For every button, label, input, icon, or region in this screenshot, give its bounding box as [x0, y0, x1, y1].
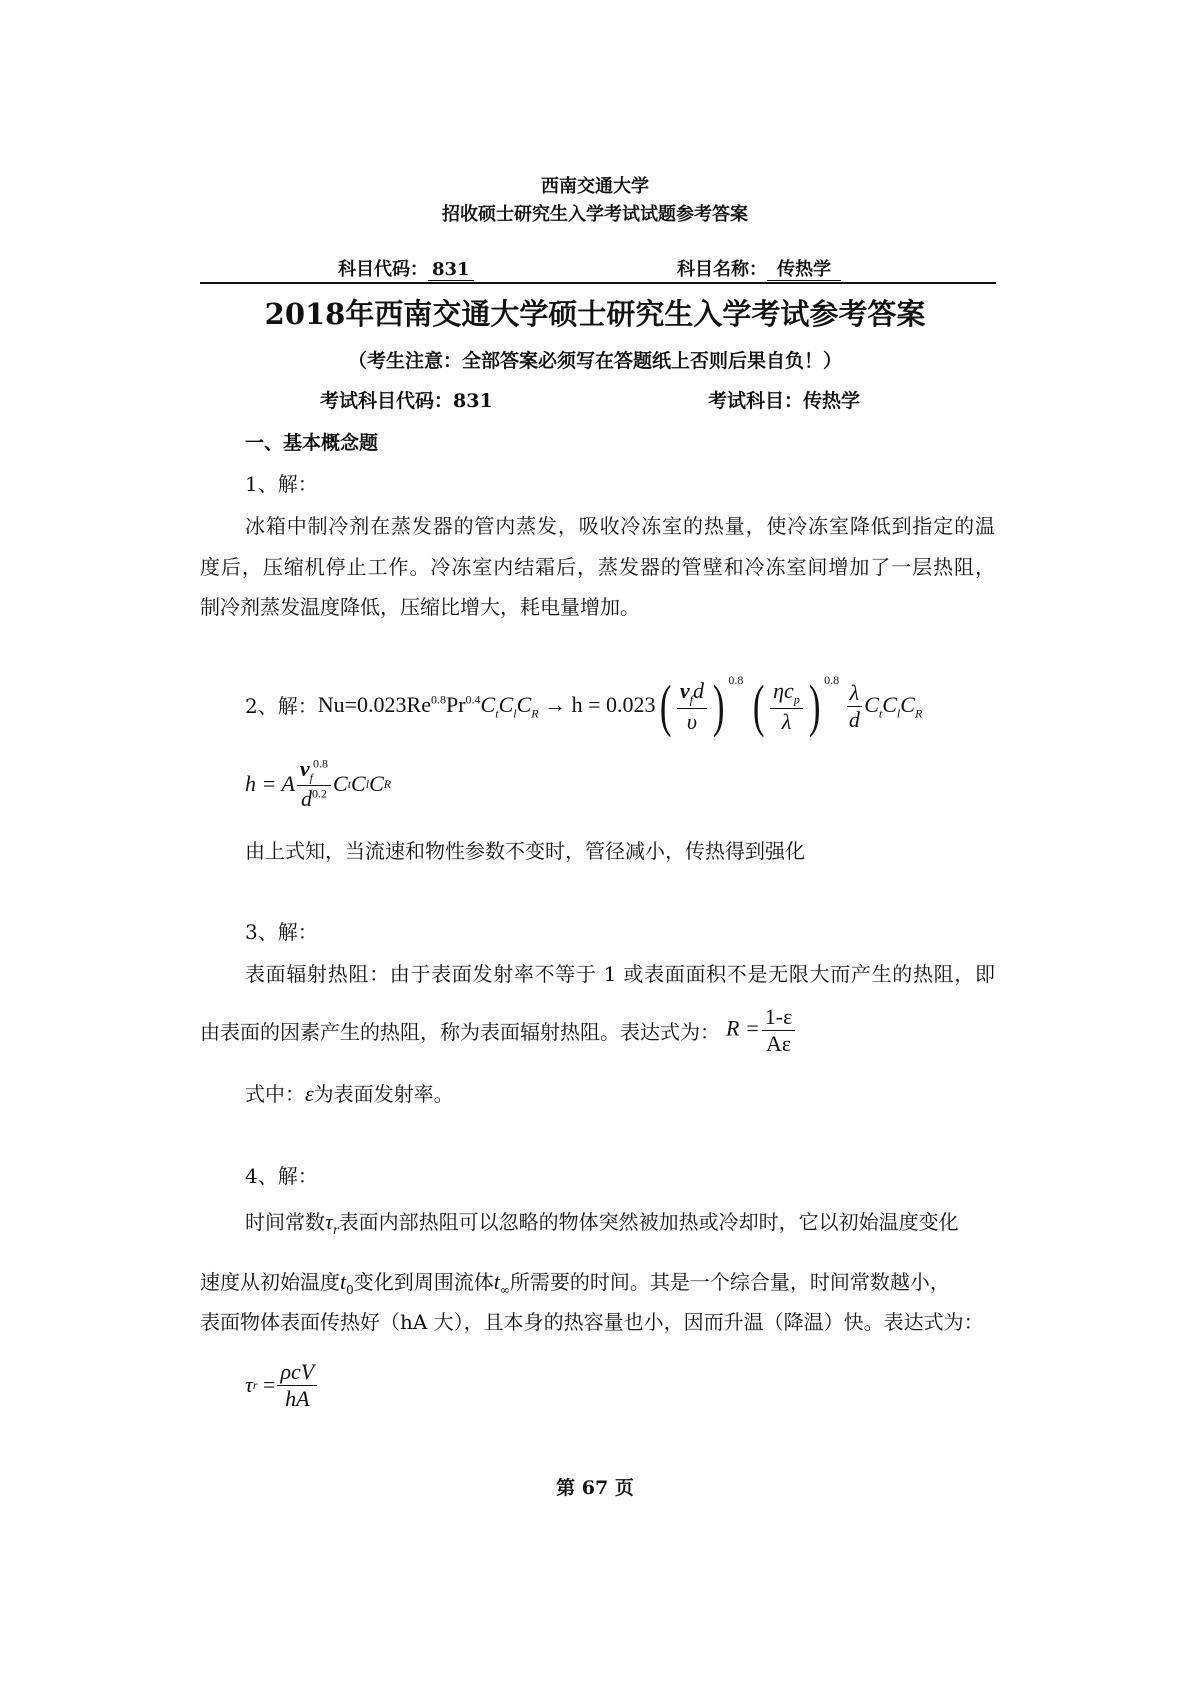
note-prefix: 式中： — [245, 1082, 305, 1106]
d: d — [848, 706, 860, 732]
subject-code-label: 科目代码： — [338, 259, 428, 280]
sub: R — [531, 705, 539, 720]
exam-subject: 考试科目：传热学 — [708, 390, 861, 412]
equals: = — [263, 1372, 276, 1397]
q3-label: 3、解： — [245, 920, 318, 944]
pr-text: Pr — [445, 691, 466, 717]
sub: t — [878, 705, 883, 720]
c: C — [369, 771, 384, 796]
q1-label: 1、解： — [245, 472, 318, 496]
h-simplified-formula — [245, 752, 391, 816]
d: d — [300, 786, 312, 812]
sub: R — [914, 705, 923, 720]
q4-label: 4、解： — [245, 1164, 318, 1188]
q3-line — [200, 1004, 797, 1056]
exponent: 0.8 — [313, 756, 328, 771]
tau-formula — [245, 1355, 319, 1415]
q1-line: 制冷剂蒸发温度降低，压缩比增大，耗电量增加。 — [200, 595, 640, 619]
university-name: 西南交通大学 — [541, 176, 649, 197]
sub: R — [383, 776, 392, 791]
h-equation: → h = 0.023 — [544, 691, 656, 717]
c: C — [882, 691, 897, 717]
header-divider — [200, 282, 996, 284]
c: C — [351, 771, 366, 796]
sub: l — [896, 705, 901, 720]
sub: 0 — [346, 1283, 354, 1297]
t: t — [340, 1269, 347, 1294]
sub: r — [332, 1223, 339, 1237]
sub: f — [689, 692, 693, 707]
text: 变化到周围流体 — [353, 1270, 494, 1294]
exponent: 0.4 — [465, 692, 481, 707]
c: C — [900, 691, 915, 717]
c: C — [864, 691, 879, 717]
note-suffix: 为表面发射率。 — [313, 1082, 454, 1106]
exam-code: 考试科目代码：831 — [320, 390, 493, 412]
c: C — [333, 771, 348, 796]
exponent: 0.8 — [824, 672, 840, 687]
tau: τ — [245, 1372, 253, 1397]
text: 时间常数 — [245, 1210, 325, 1234]
sub: t — [495, 705, 499, 720]
section-heading: 一、基本概念题 — [245, 432, 379, 454]
text: 速度从初始温度 — [200, 1270, 340, 1294]
lambda: λ — [781, 708, 792, 734]
q3-line: 表面辐射热阻：由于表面发射率不等于 1 或表面面积不是无限大而产生的热阻，即 — [245, 962, 995, 986]
c: C — [498, 691, 514, 717]
q4-line — [200, 1266, 950, 1297]
h-eq: h = A — [245, 771, 295, 796]
subject-name-value: 传热学 — [767, 259, 841, 281]
q4-line: 表面物体表面传热好（hA 大），且本身的热容量也小，因而升温（降温）快。表达式为： — [200, 1310, 984, 1334]
text: 表面内部热阻可以忽略的物体突然被加热或冷却时，它以初始温度变化 — [338, 1210, 959, 1234]
v: v — [299, 755, 310, 781]
notice: （考生注意：全部答案必须写在答题纸上否则后果自负！） — [347, 350, 842, 372]
upsilon: υ — [686, 708, 697, 734]
sub: r — [252, 1377, 258, 1392]
sub: f — [309, 770, 313, 785]
q1-line: 冰箱中制冷剂在蒸发器的管内蒸发，吸收冷冻室的热量，使冷冻室降低到指定的温 — [245, 514, 995, 538]
d: d — [692, 678, 704, 704]
v: v — [679, 678, 690, 704]
page-title: 2018年西南交通大学硕士研究生入学考试参考答案 — [264, 297, 926, 331]
sub: ∞ — [499, 1283, 510, 1297]
subject-code — [338, 255, 474, 281]
q2-label: 2、解： — [245, 693, 318, 718]
nu-text: Nu=0.023Re — [317, 691, 431, 717]
r-eq: R = — [726, 1015, 760, 1041]
tau: τ — [325, 1209, 333, 1234]
q4-line — [245, 1206, 959, 1237]
q3-text: 由表面的因素产生的热阻，称为表面辐射热阻。表达式为： — [200, 1019, 720, 1044]
page-number: 第 67 页 — [556, 1477, 634, 1499]
lambda: λ — [847, 680, 863, 707]
r-formula — [726, 1004, 797, 1057]
subject-name-label: 科目名称： — [677, 259, 767, 280]
exponent: 0.8 — [430, 692, 446, 707]
sub: l — [365, 776, 370, 791]
epsilon: ε — [305, 1081, 314, 1106]
text: 所需要的时间。其是一个综合量，时间常数越小， — [509, 1270, 950, 1294]
sub: t — [347, 776, 352, 791]
header-subtitle: 招收硕士研究生入学考试试题参考答案 — [442, 204, 748, 225]
eta-c: ηc — [773, 678, 794, 704]
q2-conclusion: 由上式知，当流速和物性参数不变时，管径减小，传热得到强化 — [245, 839, 805, 863]
q2-formula — [245, 668, 922, 740]
exponent: 0.8 — [728, 672, 744, 687]
q1-line: 度后，压缩机停止工作。冷冻室内结霜后，蒸发器的管壁和冷冻室间增加了一层热阻， — [200, 555, 995, 579]
numerator: ρcV — [277, 1359, 317, 1386]
exponent: 0.2 — [311, 786, 327, 801]
numerator: 1-ε — [762, 1004, 796, 1031]
sub: l — [513, 705, 517, 720]
denominator: hA — [285, 1385, 310, 1411]
t: t — [493, 1269, 500, 1294]
denominator: Aε — [766, 1030, 792, 1056]
subject-code-value: 831 — [428, 259, 474, 281]
c: C — [480, 691, 496, 717]
q3-note — [245, 1078, 454, 1107]
nusselt-equation: $Nu=0.023Re^{0.8}Pr^{0.4}C_tC_lC_R \to h = 0.023$( $\frac{v_fd}{\upsilon}$ ) $^{0.8}$ ( $\frac{\eta c_p}{\lambda}$ ) $^{0.8}$ $\frac{\lambda}{d}$ $C_tC_lC_R$ — [317, 672, 923, 739]
subject-name — [677, 255, 841, 281]
c: C — [516, 691, 532, 717]
sub: p — [793, 692, 800, 707]
